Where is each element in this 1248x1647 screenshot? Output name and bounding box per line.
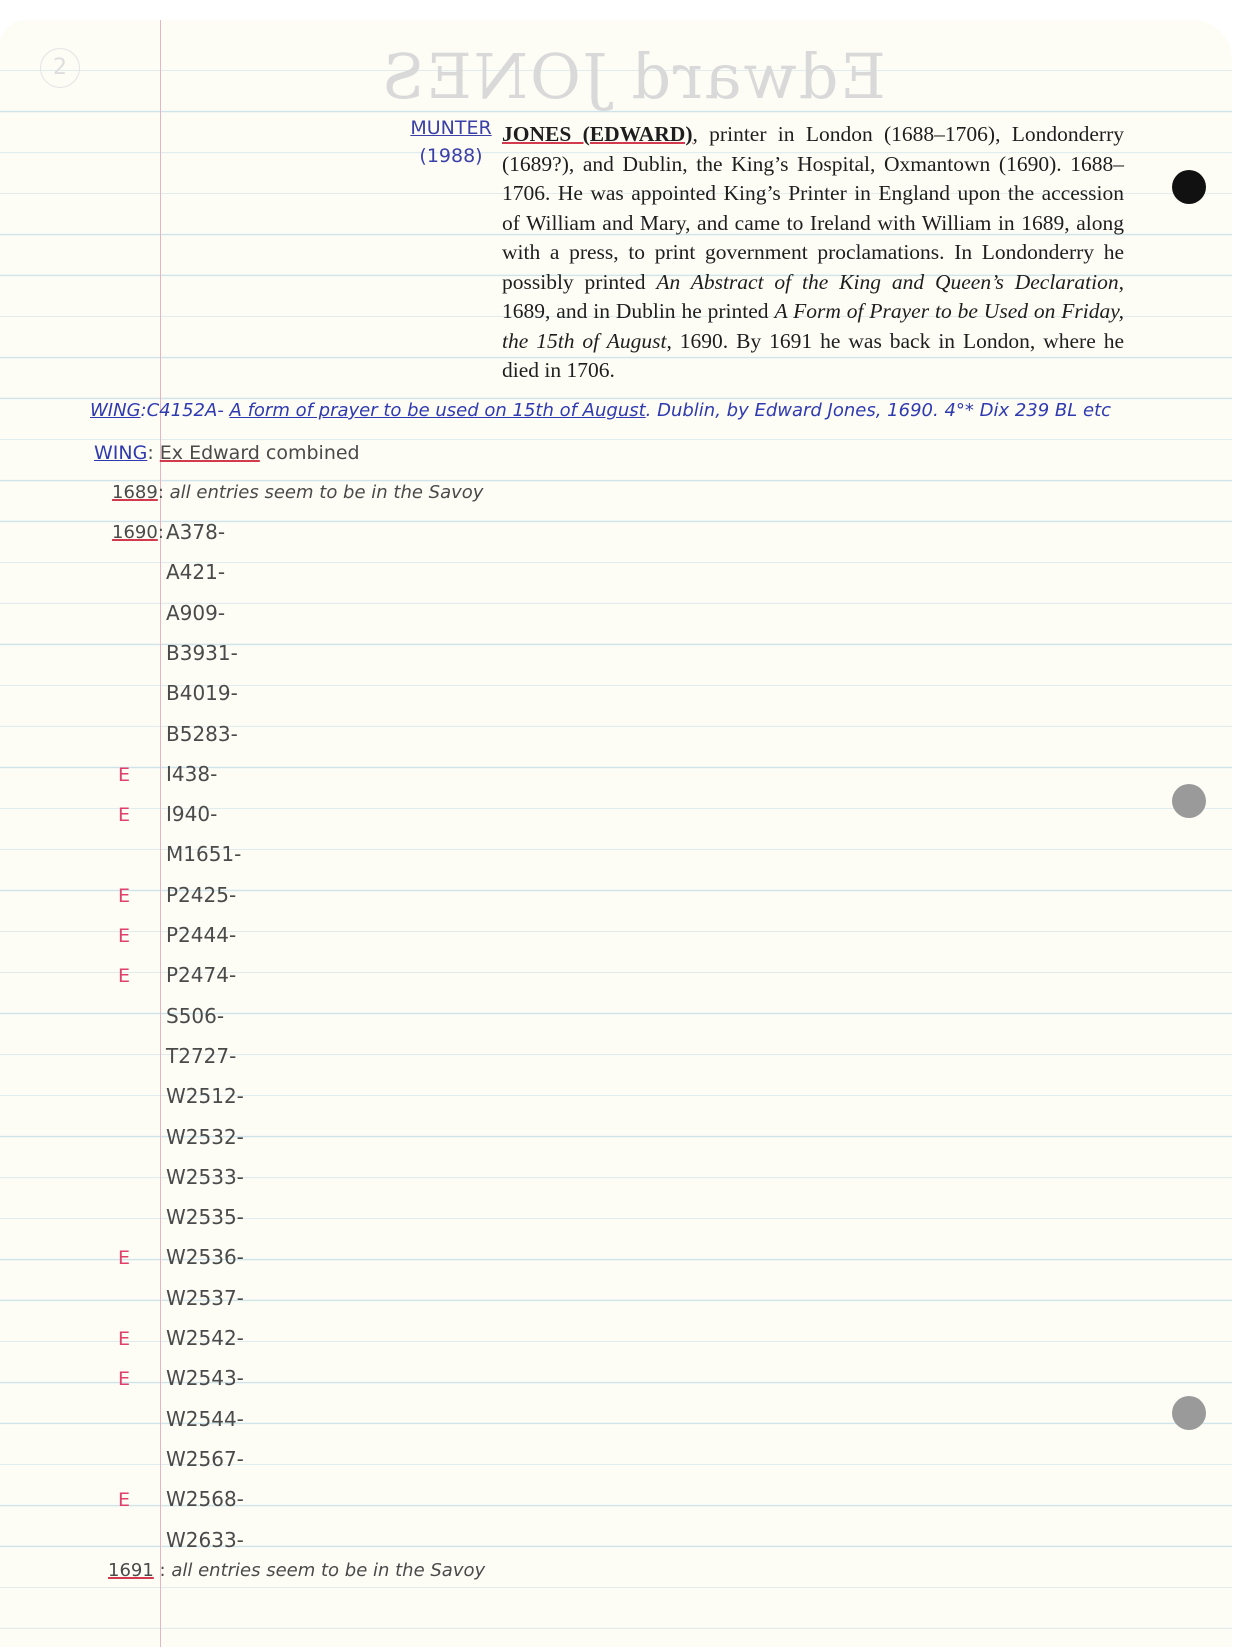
entry-code: P2474- xyxy=(166,963,237,988)
entry-row xyxy=(118,1407,244,1431)
entry-code: A421- xyxy=(166,560,226,585)
wing-label-1: WING xyxy=(90,400,141,421)
entry-row xyxy=(118,1487,244,1511)
entry-code: M1651- xyxy=(166,842,242,867)
entry-row xyxy=(118,923,236,947)
bleed-through-heading: Edward JONES xyxy=(380,40,886,113)
wing-note-1: WING:C4152A- A form of prayer to be used on 15th of August. Dublin, by Edward Jones, 1690. 4°* Dix 239 BL etc xyxy=(90,400,1112,421)
clipping-text-2: , 1689, and in Dublin he printed xyxy=(502,269,1124,323)
entry-code: W2544- xyxy=(166,1406,244,1431)
entry-row xyxy=(118,520,225,544)
entry-row xyxy=(118,601,225,625)
year-1690-label: 1690 xyxy=(112,522,158,543)
entry-row xyxy=(118,560,225,584)
clipping-title-1: An Abstract of the King and Queen’s Declaration xyxy=(656,269,1119,294)
entry-row xyxy=(118,1004,224,1028)
punch-hole-top xyxy=(1172,170,1206,204)
entry-flag: E xyxy=(118,884,131,907)
wing-code-1: C4152A xyxy=(146,400,218,421)
entry-code: W2533- xyxy=(166,1164,244,1189)
margin-line xyxy=(160,20,161,1647)
wing-title-1: A form of prayer to be used on 15th of August xyxy=(229,400,646,421)
entry-row xyxy=(118,1245,244,1269)
entry-code: W2537- xyxy=(166,1285,244,1310)
wing-note-2: WING: Ex Edward combined xyxy=(94,442,360,464)
printed-clipping xyxy=(502,120,1124,386)
entry-row xyxy=(118,1165,244,1189)
source-year: (1988) xyxy=(419,145,483,167)
entry-name: JONES (EDWARD) xyxy=(502,122,693,146)
entry-code: P2444- xyxy=(166,923,237,947)
entry-code: A378- xyxy=(166,520,226,544)
year-1691-label: 1691 xyxy=(108,1560,154,1581)
wing-rest-1: . Dublin, by Edward Jones, 1690. 4°* Dix 239 BL etc xyxy=(645,400,1112,421)
entry-row xyxy=(118,722,238,746)
entry-flag: E xyxy=(118,804,131,827)
year-1689-label: 1689 xyxy=(112,482,158,503)
entry-code: W2633- xyxy=(166,1527,244,1552)
entry-row xyxy=(118,963,236,987)
entry-row xyxy=(118,1044,236,1068)
year-1691-text: all entries seem to be in the Savoy xyxy=(171,1560,486,1581)
entry-code: W2536- xyxy=(166,1245,244,1270)
entry-flag: E xyxy=(118,763,131,786)
entry-row xyxy=(118,1084,244,1108)
notebook-page xyxy=(0,20,1232,1647)
entry-row xyxy=(118,883,236,907)
year-1689-text: all entries seem to be in the Savoy xyxy=(169,482,484,503)
clipping-text-3: , 1690. By 1691 he was back in London, where he died in 1706. xyxy=(502,328,1124,382)
entry-code: I940- xyxy=(166,802,218,827)
entry-flag: E xyxy=(118,1368,131,1391)
entry-code: S506- xyxy=(166,1003,225,1028)
entry-code: B3931- xyxy=(166,640,238,665)
year-1691-note: 1691 : all entries seem to be in the Savoy xyxy=(108,1560,486,1581)
entry-row xyxy=(118,681,238,705)
entry-code: W2568- xyxy=(166,1487,244,1512)
entry-code: W2567- xyxy=(166,1446,244,1471)
entry-row xyxy=(118,1286,244,1310)
entry-code: P2425- xyxy=(166,882,237,907)
entry-row xyxy=(118,1205,244,1229)
entry-row xyxy=(118,1447,244,1471)
entry-row xyxy=(118,1326,244,1350)
entry-code: W2543- xyxy=(166,1366,244,1391)
wing-title-2: Ex Edward xyxy=(159,442,260,464)
entry-flag: E xyxy=(118,1489,131,1512)
entry-row xyxy=(118,842,241,866)
entry-code: I438- xyxy=(166,761,218,786)
entry-code: W2542- xyxy=(166,1326,244,1350)
entry-row xyxy=(118,1528,244,1552)
clipping-text-1: , printer in London (1688–1706), Londonderry (1689?), and Dublin, the King’s Hospital, Oxmantown (1690). 1688–1706. He was appointed King’s Printer in England upon the accession of William and Mary, and came to Ireland with William in 1689, along with a press, to print government proclamations. In Londonderry he possibly printed xyxy=(502,122,1125,294)
entry-code: T2727- xyxy=(166,1043,237,1068)
entry-row xyxy=(118,1366,244,1390)
clipping-title-2: A Form of Prayer to be Used on Friday, the 15th of August xyxy=(502,299,1124,353)
entry-row xyxy=(118,802,217,826)
entry-flag: E xyxy=(118,925,131,947)
entry-flag: E xyxy=(118,965,131,988)
source-name: MUNTER xyxy=(410,117,492,139)
entry-row xyxy=(118,762,217,786)
entry-code: W2512- xyxy=(166,1084,244,1109)
entry-code: W2532- xyxy=(166,1124,244,1149)
entry-flag: E xyxy=(118,1247,131,1270)
year-1690-note: 1690: xyxy=(112,522,164,543)
entry-code: B4019- xyxy=(166,681,238,706)
punch-hole-middle xyxy=(1172,784,1206,818)
entry-code: B5283- xyxy=(166,721,238,746)
entry-row xyxy=(118,641,238,665)
year-1689-note: 1689: all entries seem to be in the Savoy xyxy=(112,482,484,503)
punch-hole-bottom xyxy=(1172,1396,1206,1430)
source-citation xyxy=(408,114,494,170)
corner-mark: 2 xyxy=(40,48,80,88)
entry-row xyxy=(118,1125,244,1149)
entry-flag: E xyxy=(118,1328,131,1350)
wing-rest-2: combined xyxy=(265,442,360,464)
entry-code: A909- xyxy=(166,600,226,625)
entry-code: W2535- xyxy=(166,1205,244,1230)
wing-label-2: WING xyxy=(94,442,148,464)
